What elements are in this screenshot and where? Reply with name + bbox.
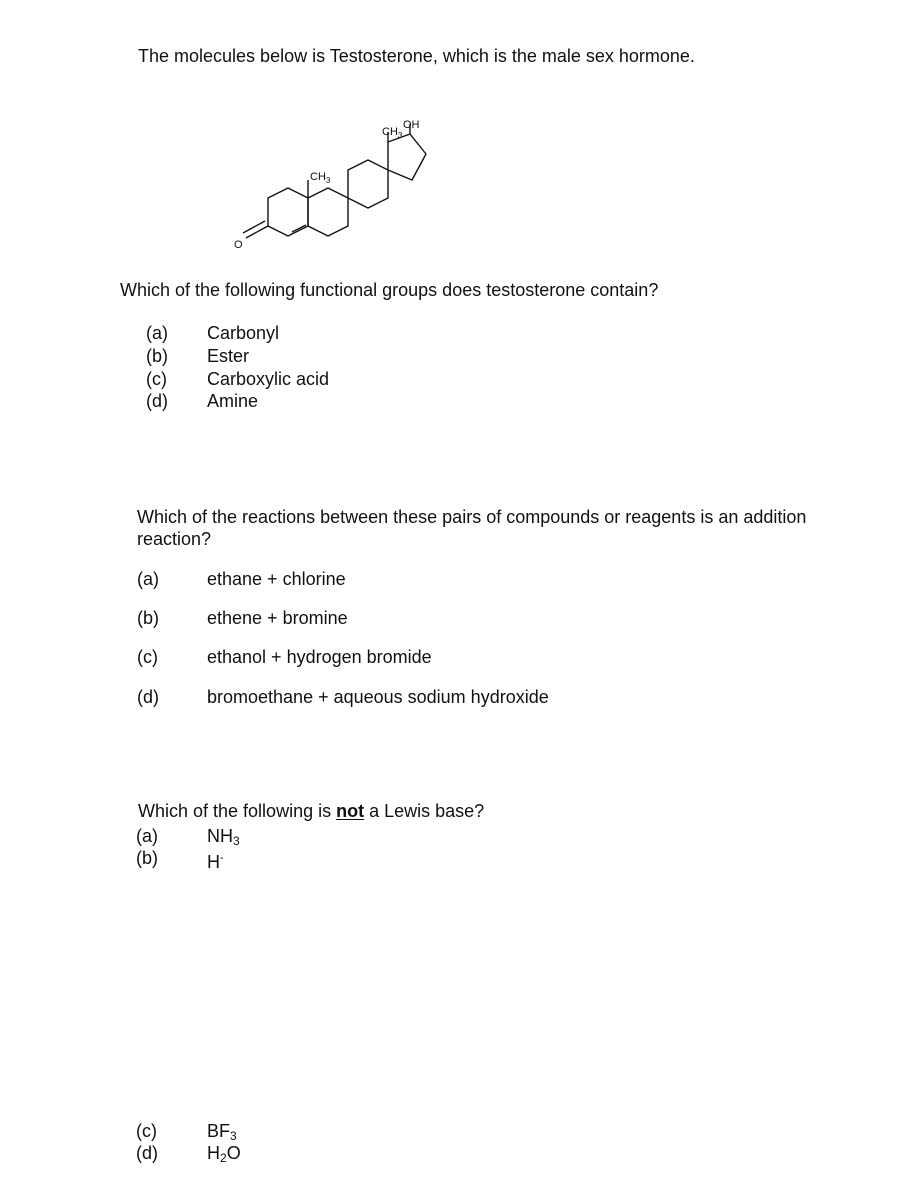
q3-option-a-text: $NH_3$ — [207, 826, 240, 848]
q3-option-a-label: (a) — [136, 826, 158, 846]
q1-option-b-text: Ester — [207, 346, 250, 366]
ring-b — [308, 188, 348, 236]
q3-question — [138, 800, 484, 822]
q3-option-b-text: H- — [207, 852, 224, 872]
q2-option-b-text: ethene + bromine — [207, 608, 348, 628]
testosterone-structure — [220, 108, 450, 258]
q1-question: Which of the following functional groups does testosterone contain? — [120, 280, 659, 300]
o-label: O — [234, 239, 243, 251]
q1-option-d-label: (d) — [146, 391, 168, 411]
q3-option-c-text: $BF_3$ — [207, 1121, 237, 1143]
q1-option-a-label: (a) — [146, 323, 168, 343]
ch3-mid-label: $CH_3$ — [310, 171, 331, 185]
q3-question-post: a Lewis base? — [364, 801, 485, 821]
q3-option-c-label: (c) — [136, 1121, 157, 1141]
q2-option-d-text: bromoethane + aqueous sodium hydroxide — [207, 687, 549, 707]
q1-option-c-label: (c) — [146, 369, 167, 389]
q2-option-b-label: (b) — [137, 608, 159, 628]
oh-label: OH — [403, 119, 420, 131]
q3-option-b-label: (b) — [136, 848, 158, 868]
q2-question-line1: Which of the reactions between these pairs of compounds or reagents is an addition — [137, 507, 807, 527]
ring-d — [388, 134, 426, 180]
q2-option-c-text: ethanol + hydrogen bromide — [207, 647, 432, 667]
intro-text: The molecules below is Testosterone, which is the male sex hormone. — [138, 46, 695, 66]
q1-option-c-text: Carboxylic acid — [207, 369, 330, 389]
ring-a — [268, 188, 308, 236]
q1-option-b-label: (b) — [146, 346, 168, 366]
q1-option-a-text: Carbonyl — [207, 323, 280, 343]
q3-question-pre: Which of the following is — [138, 801, 337, 821]
q3-option-d-label: (d) — [136, 1143, 158, 1163]
ring-c — [348, 160, 388, 208]
q2-option-d-label: (d) — [137, 687, 159, 707]
q2-option-a-text: ethane + chlorine — [207, 569, 346, 589]
q3-option-d-text: $H_2O$ — [207, 1143, 241, 1165]
q1-option-d-text: Amine — [207, 391, 259, 411]
q2-option-a-label: (a) — [137, 569, 159, 589]
carbonyl-bond — [246, 226, 268, 238]
q2-question-line2: reaction? — [137, 529, 212, 549]
q2-option-c-label: (c) — [137, 647, 158, 667]
ch3-top-label: $CH_3$ — [382, 126, 403, 140]
q3-question-emphasis: not — [336, 801, 365, 821]
